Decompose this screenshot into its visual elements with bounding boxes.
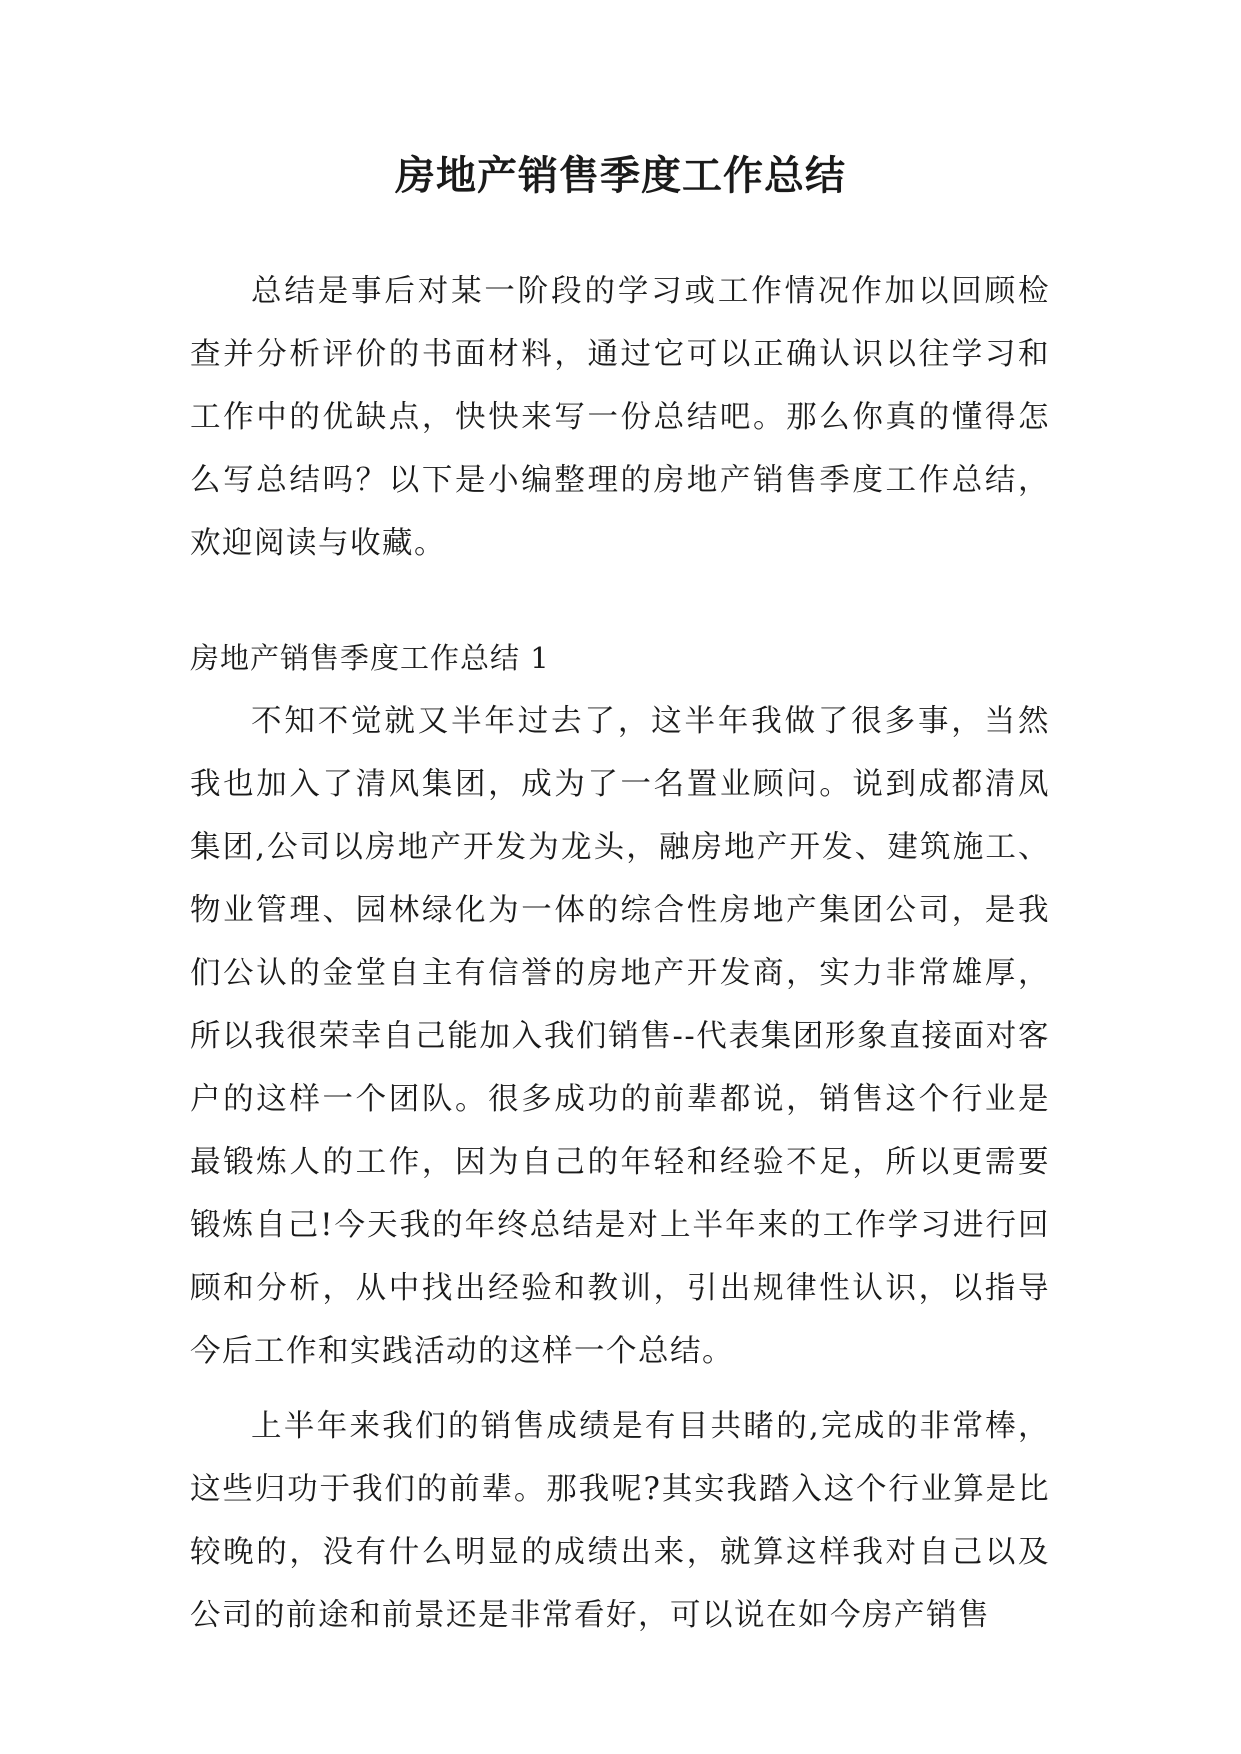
- intro-paragraph: 总结是事后对某一阶段的学习或工作情况作加以回顾检查并分析评价的书面材料，通过它可以正确认识以往学习和工作中的优缺点，快快来写一份总结吧。那么你真的懂得怎么写总结吗？以下是小编整理的房地产销售季度工作总结，欢迎阅读与收藏。: [190, 274, 1050, 561]
- body-paragraph-1: 不知不觉就又半年过去了，这半年我做了很多事，当然我也加入了清风集团，成为了一名置业顾问。说到成都清凤集团,公司以房地产开发为龙头，融房地产开发、建筑施工、物业管理、园林绿化为一体的综合性房地产集团公司，是我们公认的金堂自主有信誉的房地产开发商，实力非常雄厚，所以我很荣幸自己能加入我们销售--代表集团形象直接面对客户的这样一个团队。很多成功的前辈都说，销售这个行业是最锻炼人的工作，因为自己的年轻和经验不足，所以更需要锻炼自己!今天我的年终总结是对上半年来的工作学习进行回顾和分析，从中找出经验和教训，引出规律性认识，以指导今后工作和实践活动的这样一个总结。: [190, 704, 1050, 1369]
- spacer: [190, 1383, 1050, 1395]
- section-heading: 房地产销售季度工作总结 1: [190, 641, 550, 675]
- body-paragraph-2: 上半年来我们的销售成绩是有目共睹的,完成的非常棒，这些归功于我们的前辈。那我呢?其实我踏入这个行业算是比较晚的，没有什么明显的成绩出来，就算这样我对自己以及公司的前途和前景还是非常看好，可以说在如今房产销售: [190, 1409, 1050, 1633]
- document-body: [190, 260, 1050, 1647]
- spacer: [190, 575, 1050, 627]
- document-title: 房地产销售季度工作总结: [395, 153, 846, 199]
